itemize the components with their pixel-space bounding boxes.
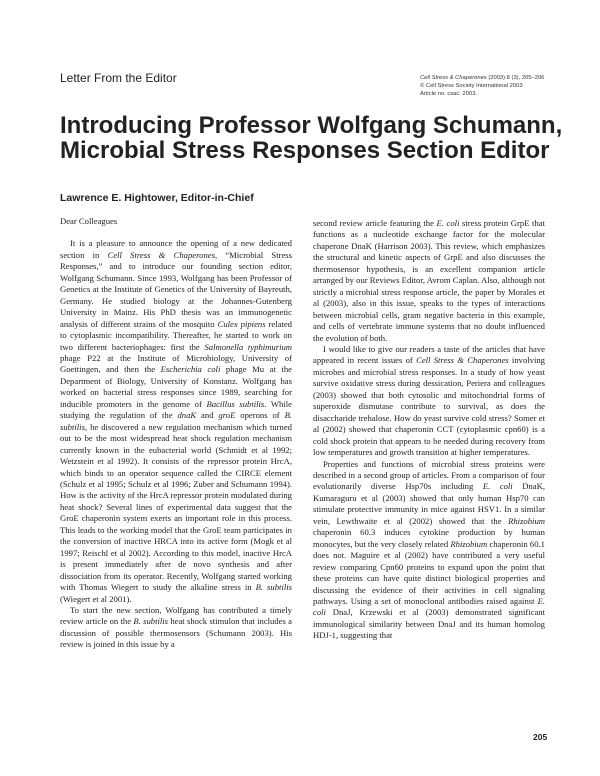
right-paragraph-3: Properties and functions of microbial stress proteins were described in a second group of articles. From a comparison of four evolutionarily diverse Hsp70s including E. coli DnaK, Kumaraguru et al (2003) showed that only human Hsp70 can stimulate protective immunity in mice against HSV1. In a similar vein, Lewthwaite et al (2002) showed that the Rhizobium chaperonin 60.3 induces cytokine production by human monocytes, but the very closely related Rhizobium chaperonin 60.1 does not. Maguire et al (2002) have contributed a very useful review comparing Cpn60 proteins to expand upon the point that these proteins can have quite distinct biological properties and discussing the evidence of their activities in cell signaling pathways. Using a set of monoclonal antibodies raised against E. coli DnaJ, Krzewski et al (2003) demonstrated significant immunological similarity between DnaJ and its human homolog HDJ-1, suggesting that (313, 458, 545, 641)
article-author: Lawrence E. Hightower, Editor-in-Chief (60, 192, 254, 204)
right-paragraph-1: second review article featuring the E. coli stress protein GrpE that functions as a nucleotide exchange factor for the molecular chaperone DnaK (Harrison 2003). This review, which emphasizes the structural and kinetic aspects of GrpE and also discusses the thermosensor hypothesis, is an excellent companion article arranged by our Reviews Editor, Avrom Caplan. Also, although not strictly a microbial stress response article, the paper by Morales et al (2003), also in this issue, speaks to the types of interactions between microbial cells, gram negative bacteria in this example, and cells of vertebrate immune systems that no doubt influenced the evolution of both. (313, 218, 545, 343)
citation-block (420, 74, 590, 99)
right-paragraph-2: I would like to give our readers a taste of the articles that have appeared in recent issues of Cell Stress & Chaperones involving microbes and microbial stress responses. In a study of how yeast survive oxidative stress during dessication, Periera and colleagues (2003) showed that both cytosolic and mitochondrial forms of superoxide dismutase contribute to survival, as does the disaccharide trehalose. How do yeast survive cold stress? Somer et al (2002) showed that chaperonin CCT (cytoplasmic cpn60) is a cold shock protein that appears to be needed during recovery from low temperatures and growth transition at higher temperatures. (313, 343, 545, 458)
citation-article-number: Article no. csac. 2003. (420, 91, 478, 98)
journal-name: Cell Stress & Chaperones (420, 75, 487, 81)
page-number: 205 (533, 732, 548, 742)
left-column (60, 216, 292, 651)
article-title: Introducing Professor Wolfgang Schumann, Microbial Stress Responses Section Editor (60, 112, 563, 164)
salutation: Dear Colleagues (60, 216, 118, 226)
citation-copyright: © Cell Stress Society International 2003 (420, 83, 523, 90)
left-paragraph-2: To start the new section, Wolfgang has contributed a timely review article on the B. subtilis heat shock stimulon that includes a discussion of possible thermosensors (Schumann 2003). His review is joined in this issue by a (60, 604, 292, 650)
citation-reference: (2003) 8 (3), 205–206 (486, 75, 545, 81)
section-label: Letter From the Editor (60, 71, 177, 85)
left-paragraph-1: It is a pleasure to announce the opening of a new dedicated section in Cell Stress & Chaperones, “Microbial Stress Responses,” and to introduce our founding section editor, Wolfgang Schumann. Since 1993, Wolfgang has been Professor of Genetics at the Institute of Genetics of the University of Bayreuth, Germany. He studied biology at the Johannes-Gutenberg University in Mainz. His PhD thesis was an immunogenetic analysis of different strains of the mosquito Culex pipiens related to cytoplasmic incompatibility. Thereafter, he started to work on two different bacteriophages: first the Salmonella typhimurium phage P22 at the Institute of Microbiology, University of Goettingen, and then the Escherichia coli phage Mu at the Department of Biology, University of Konstanz. Wolfgang has worked on bacterial stress responses since 1989, searching for inducible promoters in the genome of Bacillus subtilis. While studying the regulation of the dnaK and groE operons of B. subtilis, he discovered a new regulation mechanism which turned out to be the most widespread heat shock regulation mechanism currently known in the eubacterial world (Schmidt et al 1992; Wetzstein et al 1992). It consists of the repressor protein HrcA, which binds to an operator sequence called the CIRCE element (Schulz et al 1995; Schulz et al 1996; Zuber and Schumann 1994). How is the activity of the HrcA repressor protein modulated during heat shock? Several lines of experimental data suggest that the GroE chaperonin system exerts an important role in this process. This leads to the working model that the GroE team participates in the conversion of inactive HRCA into its active form (Mogk et al 1997; Reischl et al 2002). According to this model, inactive HrcA is present immediately after de novo synthesis and after dissociation from its operator. Recently, Wolfgang started working with Thomas Wiegert to study the alkaline stress in B. subtilis (Wiegert et al 2001). (60, 238, 293, 604)
citation-line-journal (420, 74, 590, 82)
right-column (313, 218, 545, 642)
